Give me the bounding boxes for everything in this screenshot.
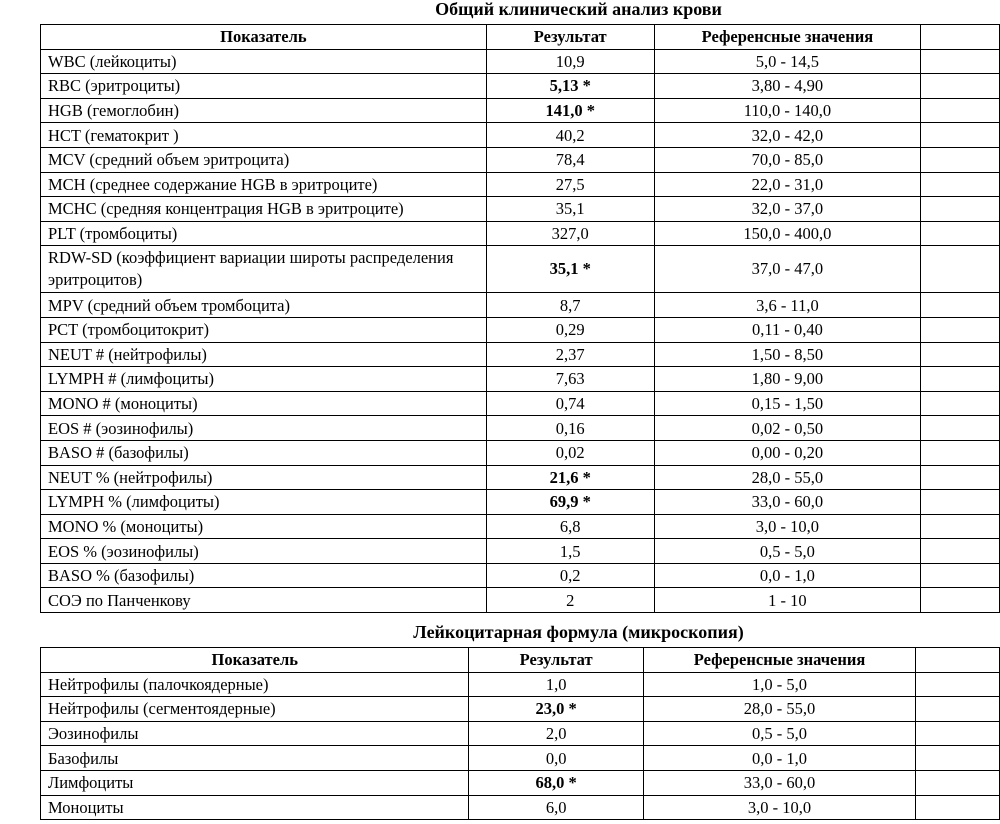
row-indicator: HCT (гематокрит )	[41, 123, 487, 148]
row-indicator: Лимфоциты	[41, 770, 469, 795]
row-reference: 37,0 - 47,0	[654, 246, 920, 293]
row-result: 27,5	[486, 172, 654, 197]
row-extra	[921, 440, 1000, 465]
row-reference: 0,0 - 1,0	[654, 563, 920, 588]
row-reference: 1 - 10	[654, 588, 920, 613]
row-indicator: RDW-SD (коэффициент вариации широты распределения эритроцитов)	[41, 246, 487, 293]
row-result: 0,0	[469, 746, 643, 771]
row-result: 6,0	[469, 795, 643, 820]
row-reference: 0,0 - 1,0	[643, 746, 915, 771]
row-extra	[921, 49, 1000, 74]
row-result: 35,1 *	[486, 246, 654, 293]
row-reference: 32,0 - 42,0	[654, 123, 920, 148]
header-result: Результат	[486, 25, 654, 50]
row-reference: 3,6 - 11,0	[654, 293, 920, 318]
table-row	[41, 342, 1000, 367]
table-row	[41, 563, 1000, 588]
row-reference: 0,5 - 5,0	[643, 721, 915, 746]
row-result: 69,9 *	[486, 490, 654, 515]
row-indicator: Нейтрофилы (палочкоядерные)	[41, 672, 469, 697]
row-indicator: LYMPH % (лимфоциты)	[41, 490, 487, 515]
row-indicator: MCHC (средняя концентрация HGB в эритроците)	[41, 197, 487, 222]
row-result: 2,0	[469, 721, 643, 746]
row-indicator: BASO % (базофилы)	[41, 563, 487, 588]
leuko-formula-title: Лейкоцитарная формула (микроскопия)	[413, 622, 744, 642]
row-extra	[916, 721, 1000, 746]
row-extra	[921, 539, 1000, 564]
table-row	[41, 49, 1000, 74]
table-header-row	[41, 648, 1000, 673]
table-row	[41, 746, 1000, 771]
row-extra	[916, 746, 1000, 771]
row-reference: 0,15 - 1,50	[654, 391, 920, 416]
blood-test-title: Общий клинический анализ крови	[435, 0, 722, 19]
table-row	[41, 416, 1000, 441]
table-row	[41, 588, 1000, 613]
row-indicator: PLT (тромбоциты)	[41, 221, 487, 246]
row-reference: 0,5 - 5,0	[654, 539, 920, 564]
row-reference: 0,11 - 0,40	[654, 317, 920, 342]
row-result: 5,13 *	[486, 74, 654, 99]
header-extra	[921, 25, 1000, 50]
row-reference: 110,0 - 140,0	[654, 98, 920, 123]
table-row	[41, 721, 1000, 746]
row-reference: 33,0 - 60,0	[654, 490, 920, 515]
row-indicator: Базофилы	[41, 746, 469, 771]
table-row	[41, 221, 1000, 246]
row-result: 40,2	[486, 123, 654, 148]
row-extra	[921, 293, 1000, 318]
row-extra	[921, 465, 1000, 490]
table-row	[41, 440, 1000, 465]
row-reference: 28,0 - 55,0	[654, 465, 920, 490]
row-indicator: BASO # (базофилы)	[41, 440, 487, 465]
row-reference: 3,80 - 4,90	[654, 74, 920, 99]
row-result: 8,7	[486, 293, 654, 318]
row-indicator: MCH (среднее содержание HGB в эритроците)	[41, 172, 487, 197]
header-reference: Референсные значения	[654, 25, 920, 50]
row-reference: 3,0 - 10,0	[643, 795, 915, 820]
table-row	[41, 795, 1000, 820]
row-reference: 3,0 - 10,0	[654, 514, 920, 539]
header-result: Результат	[469, 648, 643, 673]
table-row	[41, 465, 1000, 490]
row-result: 7,63	[486, 367, 654, 392]
row-indicator: NEUT # (нейтрофилы)	[41, 342, 487, 367]
table-row	[41, 697, 1000, 722]
row-result: 141,0 *	[486, 98, 654, 123]
table-row	[41, 147, 1000, 172]
row-result: 0,2	[486, 563, 654, 588]
row-extra	[921, 74, 1000, 99]
table-row	[41, 672, 1000, 697]
table-header-row	[41, 25, 1000, 50]
row-extra	[921, 367, 1000, 392]
table-row	[41, 391, 1000, 416]
table-row	[41, 539, 1000, 564]
row-indicator: Нейтрофилы (сегментоядерные)	[41, 697, 469, 722]
row-reference: 0,02 - 0,50	[654, 416, 920, 441]
row-indicator: MONO % (моноциты)	[41, 514, 487, 539]
table-row	[41, 317, 1000, 342]
row-reference: 1,50 - 8,50	[654, 342, 920, 367]
table-row	[41, 246, 1000, 293]
row-extra	[921, 246, 1000, 293]
row-reference: 0,00 - 0,20	[654, 440, 920, 465]
row-result: 68,0 *	[469, 770, 643, 795]
row-extra	[921, 172, 1000, 197]
row-reference: 70,0 - 85,0	[654, 147, 920, 172]
row-indicator: Моноциты	[41, 795, 469, 820]
row-extra	[921, 317, 1000, 342]
table-row	[41, 98, 1000, 123]
row-reference: 28,0 - 55,0	[643, 697, 915, 722]
row-result: 21,6 *	[486, 465, 654, 490]
row-indicator: MPV (средний объем тромбоцита)	[41, 293, 487, 318]
table-row	[41, 514, 1000, 539]
row-reference: 5,0 - 14,5	[654, 49, 920, 74]
row-indicator: EOS % (эозинофилы)	[41, 539, 487, 564]
row-indicator: PCT (тромбоцитокрит)	[41, 317, 487, 342]
row-result: 0,29	[486, 317, 654, 342]
row-indicator: СОЭ по Панченкову	[41, 588, 487, 613]
row-result: 327,0	[486, 221, 654, 246]
row-result: 1,5	[486, 539, 654, 564]
row-extra	[921, 123, 1000, 148]
row-extra	[916, 697, 1000, 722]
row-result: 0,74	[486, 391, 654, 416]
row-extra	[921, 416, 1000, 441]
row-result: 2,37	[486, 342, 654, 367]
row-extra	[921, 391, 1000, 416]
row-extra	[921, 514, 1000, 539]
row-indicator: HGB (гемоглобин)	[41, 98, 487, 123]
header-indicator: Показатель	[41, 25, 487, 50]
row-extra	[921, 563, 1000, 588]
row-indicator: RBC (эритроциты)	[41, 74, 487, 99]
table-row	[41, 123, 1000, 148]
row-reference: 150,0 - 400,0	[654, 221, 920, 246]
row-indicator: WBC (лейкоциты)	[41, 49, 487, 74]
row-result: 78,4	[486, 147, 654, 172]
table-row	[41, 770, 1000, 795]
table-row	[41, 367, 1000, 392]
row-reference: 33,0 - 60,0	[643, 770, 915, 795]
row-result: 0,02	[486, 440, 654, 465]
blood-test-table	[40, 24, 1000, 613]
header-indicator: Показатель	[41, 648, 469, 673]
table-row	[41, 172, 1000, 197]
row-indicator: Эозинофилы	[41, 721, 469, 746]
row-extra	[921, 197, 1000, 222]
table-row	[41, 293, 1000, 318]
row-extra	[921, 588, 1000, 613]
row-indicator: LYMPH # (лимфоциты)	[41, 367, 487, 392]
row-extra	[921, 342, 1000, 367]
header-reference: Референсные значения	[643, 648, 915, 673]
row-result: 6,8	[486, 514, 654, 539]
row-indicator: MCV (средний объем эритроцита)	[41, 147, 487, 172]
row-extra	[916, 795, 1000, 820]
row-extra	[916, 770, 1000, 795]
row-indicator: EOS # (эозинофилы)	[41, 416, 487, 441]
row-result: 0,16	[486, 416, 654, 441]
row-reference: 22,0 - 31,0	[654, 172, 920, 197]
row-result: 35,1	[486, 197, 654, 222]
row-extra	[921, 221, 1000, 246]
table-row	[41, 490, 1000, 515]
row-reference: 32,0 - 37,0	[654, 197, 920, 222]
row-result: 23,0 *	[469, 697, 643, 722]
table-row	[41, 197, 1000, 222]
table-row	[41, 74, 1000, 99]
row-indicator: NEUT % (нейтрофилы)	[41, 465, 487, 490]
row-result: 2	[486, 588, 654, 613]
header-extra	[916, 648, 1000, 673]
row-extra	[921, 147, 1000, 172]
leuko-formula-table	[40, 647, 1000, 820]
row-result: 1,0	[469, 672, 643, 697]
row-extra	[916, 672, 1000, 697]
row-reference: 1,80 - 9,00	[654, 367, 920, 392]
row-indicator: MONO # (моноциты)	[41, 391, 487, 416]
row-reference: 1,0 - 5,0	[643, 672, 915, 697]
row-extra	[921, 98, 1000, 123]
row-extra	[921, 490, 1000, 515]
row-result: 10,9	[486, 49, 654, 74]
